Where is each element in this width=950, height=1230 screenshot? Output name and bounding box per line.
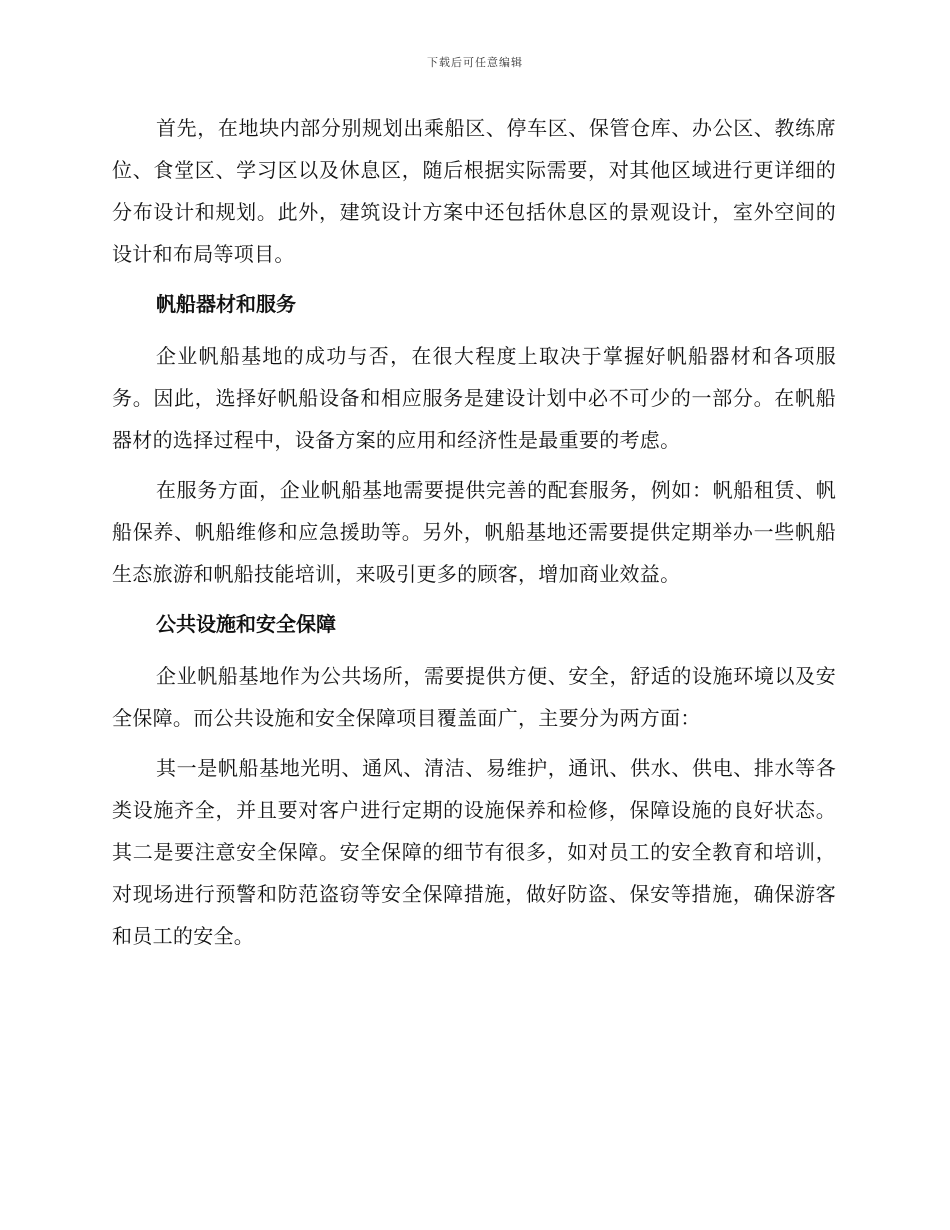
document-body [112, 107, 836, 965]
paragraph-equipment: 企业帆船基地的成功与否，在很大程度上取决于掌握好帆船器材和各项服务。因此，选择好帆船设备和相应服务是建设计划中必不可少的一部分。在帆船器材的选择过程中，设备方案的应用和经济性是最重要的考虑。 [112, 344, 836, 452]
paragraph-facilities-intro: 企业帆船基地作为公共场所，需要提供方便、安全，舒适的设施环境以及安全保障。而公共设施和安全保障项目覆盖面广，主要分为两方面： [112, 664, 836, 730]
paragraph-facilities-details: 其一是帆船基地光明、通风、清洁、易维护，通讯、供水、供电、排水等各类设施齐全，并且要对客户进行定期的设施保养和检修，保障设施的良好状态。其二是要注意安全保障。安全保障的细节有很多，如对员工的安全教育和培训，对现场进行预警和防范盗窃等安全保障措施，做好防盗、保安等措施，确保游客和员工的安全。 [112, 756, 836, 948]
paragraph-site-planning: 首先，在地块内部分别规划出乘船区、停车区、保管仓库、办公区、教练席位、食堂区、学习区以及休息区，随后根据实际需要，对其他区域进行更详细的分布设计和规划。此外，建筑设计方案中还包括休息区的景观设计，室外空间的设计和布局等项目。 [112, 116, 836, 266]
header-note: 下载后可任意编辑 [427, 56, 523, 69]
paragraph-services: 在服务方面，企业帆船基地需要提供完善的配套服务，例如：帆船租赁、帆船保养、帆船维修和应急援助等。另外，帆船基地还需要提供定期举办一些帆船生态旅游和帆船技能培训，来吸引更多的顾客，增加商业效益。 [112, 478, 836, 586]
section-heading-facilities-safety: 公共设施和安全保障 [156, 612, 336, 636]
section-heading-equipment-services: 帆船器材和服务 [156, 292, 296, 316]
